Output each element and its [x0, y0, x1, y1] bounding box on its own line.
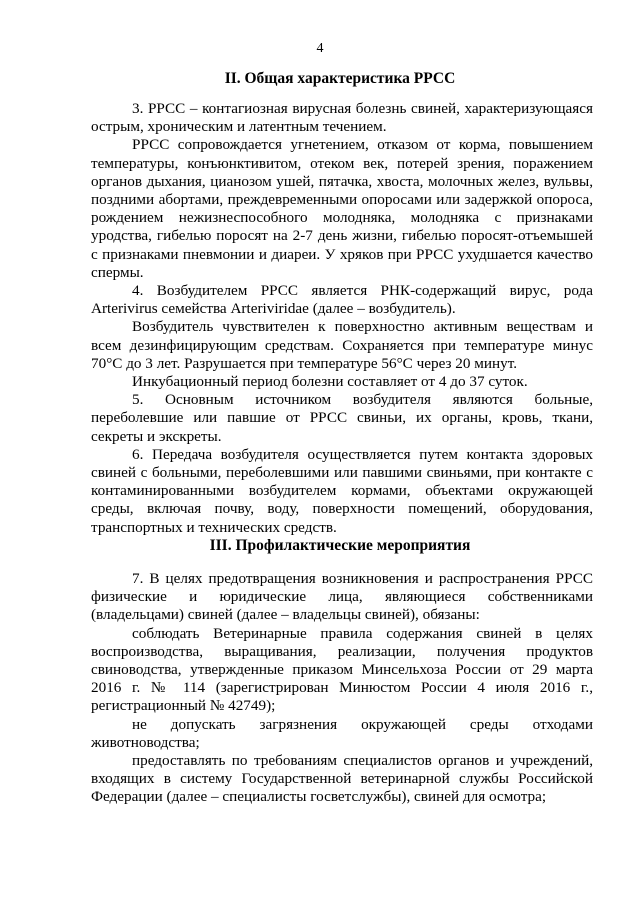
section-2-body	[91, 100, 593, 537]
paragraph: не допускать загрязнения окружающей среды отходами животноводства;	[91, 715, 593, 751]
paragraph: 7. В целях предотвращения возникновения и распространения РРСС физические и юридические лица, являющиеся собственниками (владельцами) свиней (далее – владельцы свиней), обязаны:	[91, 570, 593, 624]
paragraph: 6. Передача возбудителя осуществляется путем контакта здоровых свиней с больными, переболевшими или павшими свиньями, при контакте с контаминированными возбудителем кормами, объектами окружающей среды, включая почву, воду, поверхности помещений, оборудования, транспортных и технических средств.	[91, 445, 593, 536]
paragraph: Инкубационный период болезни составляет от 4 до 37 суток.	[132, 373, 528, 391]
section-3-body	[91, 570, 593, 807]
paragraph: 3. РРСС – контагиозная вирусная болезнь свиней, характеризующаяся острым, хроническим и латентным течением.	[91, 100, 593, 136]
paragraph: РРСС сопровождается угнетением, отказом от корма, повышением температуры, конъюнктивитом, отеком век, потерей зрения, поражением органов дыхания, цианозом ушей, пятачка, хвоста, молочных желез, вульвы, поздними абортами, преждевременными опоросами или задержкой опороса, рождением нежизнеспособного молодняка, молодняка с признаками уродства, гибелью поросят на 2-7 день жизни, гибелью поросят-отъемышей с признаками пневмонии и диареи. У хряков при РРСС ухудшается качество спермы.	[91, 136, 593, 281]
section-2-heading: II. Общая характеристика РРСС	[224, 70, 456, 87]
paragraph: 5. Основным источником возбудителя являются больные, переболевшие или павшие от РРСС свиньи, их органы, кровь, ткани, секреты и экскреты.	[91, 391, 593, 445]
section-3-heading: III. Профилактические мероприятия	[209, 537, 471, 554]
page-number: 4	[316, 41, 324, 56]
paragraph: Возбудитель чувствителен к поверхностно активным веществам и всем дезинфицирующим средствам. Сохраняется при температуре минус 70°С до 3 лет. Разрушается при температуре 56°С через 20 минут.	[91, 318, 593, 372]
paragraph: предоставлять по требованиям специалистов органов и учреждений, входящих в систему Государственной ветеринарной службы Российской Федерации (далее – специалисты госветслужбы), свиней для осмотра;	[91, 752, 593, 806]
paragraph: соблюдать Ветеринарные правила содержания свиней в целях воспроизводства, выращивания, реализации, получения продуктов свиноводства, утвержденные приказом Минсельхоза России от 29 марта 2016 г. № 114 (зарегистрирован Минюстом России 4 июля 2016 г., регистрационный № 42749);	[91, 624, 593, 715]
paragraph: 4. Возбудителем РРСС является РНК-содержащий вирус, рода Arterivirus семейства Arteriviridae (далее – возбудитель).	[91, 282, 593, 318]
